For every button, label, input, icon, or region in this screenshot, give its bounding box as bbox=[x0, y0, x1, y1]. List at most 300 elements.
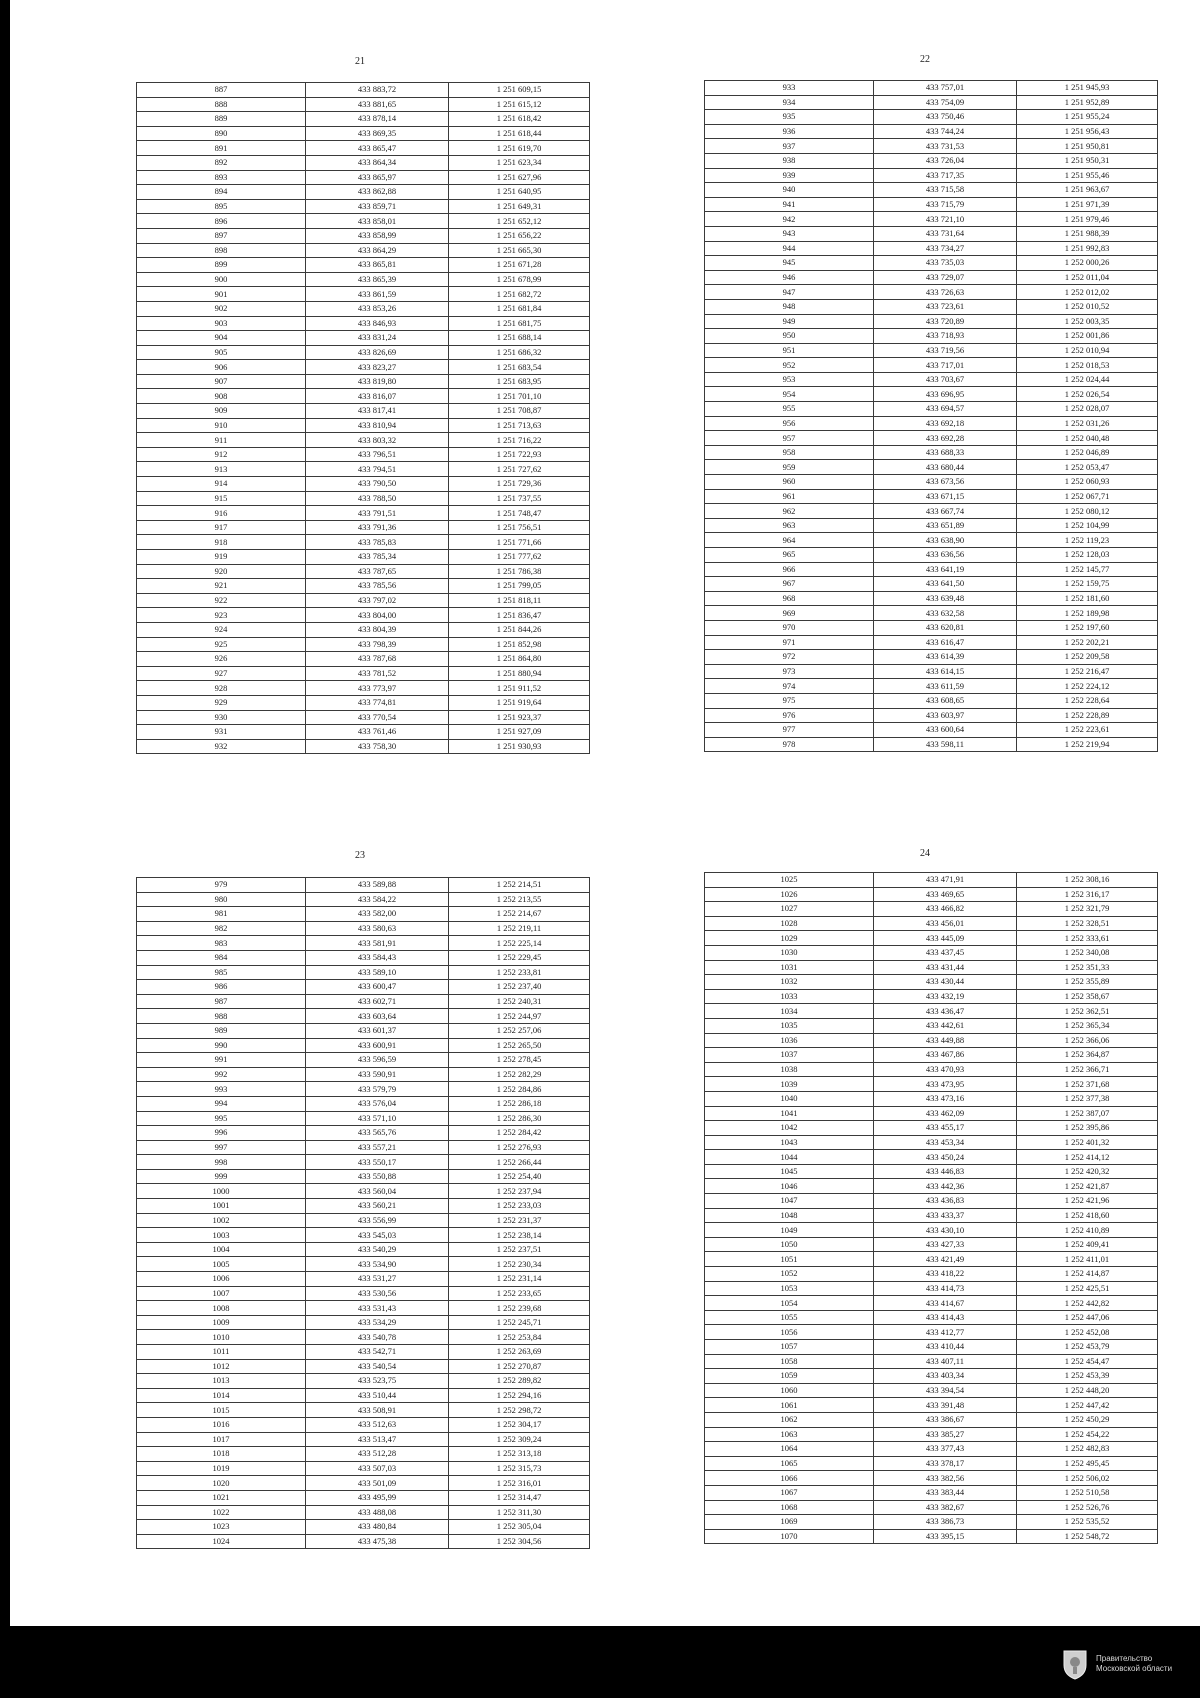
y-coordinate-cell: 1 252 510,58 bbox=[1017, 1485, 1158, 1500]
x-coordinate-cell: 433 796,51 bbox=[306, 447, 449, 462]
y-coordinate-cell: 1 251 652,12 bbox=[449, 214, 590, 229]
y-coordinate-cell: 1 251 609,15 bbox=[449, 83, 590, 98]
x-coordinate-cell: 433 791,51 bbox=[306, 506, 449, 521]
x-coordinate-cell: 433 580,63 bbox=[306, 921, 449, 936]
table-row bbox=[137, 1199, 590, 1214]
y-coordinate-cell: 1 251 923,37 bbox=[449, 710, 590, 725]
point-number-cell: 1048 bbox=[705, 1208, 874, 1223]
table-row bbox=[137, 345, 590, 360]
x-coordinate-cell: 433 471,91 bbox=[874, 873, 1017, 888]
table-row bbox=[137, 739, 590, 754]
y-coordinate-cell: 1 252 453,79 bbox=[1017, 1340, 1158, 1355]
x-coordinate-cell: 433 804,39 bbox=[306, 622, 449, 637]
y-coordinate-cell: 1 252 230,34 bbox=[449, 1257, 590, 1272]
table-row bbox=[705, 1412, 1158, 1427]
table-row bbox=[705, 402, 1158, 417]
table-row bbox=[705, 1135, 1158, 1150]
x-coordinate-cell: 433 865,39 bbox=[306, 272, 449, 287]
x-coordinate-cell: 433 534,29 bbox=[306, 1315, 449, 1330]
y-coordinate-cell: 1 252 228,64 bbox=[1017, 693, 1158, 708]
point-number-cell: 920 bbox=[137, 564, 306, 579]
y-coordinate-cell: 1 252 420,32 bbox=[1017, 1164, 1158, 1179]
x-coordinate-cell: 433 858,99 bbox=[306, 228, 449, 243]
table-row bbox=[705, 81, 1158, 96]
point-number-cell: 995 bbox=[137, 1111, 306, 1126]
point-number-cell: 1052 bbox=[705, 1267, 874, 1282]
point-number-cell: 975 bbox=[705, 693, 874, 708]
x-coordinate-cell: 433 853,26 bbox=[306, 301, 449, 316]
y-coordinate-cell: 1 251 988,39 bbox=[1017, 226, 1158, 241]
coordinates-table bbox=[704, 872, 1158, 1544]
x-coordinate-cell: 433 431,44 bbox=[874, 960, 1017, 975]
y-coordinate-cell: 1 251 656,22 bbox=[449, 228, 590, 243]
x-coordinate-cell: 433 436,83 bbox=[874, 1194, 1017, 1209]
table-row bbox=[705, 533, 1158, 548]
y-coordinate-cell: 1 252 233,81 bbox=[449, 965, 590, 980]
table-row bbox=[705, 212, 1158, 227]
x-coordinate-cell: 433 804,00 bbox=[306, 608, 449, 623]
x-coordinate-cell: 433 864,29 bbox=[306, 243, 449, 258]
table-row bbox=[705, 1427, 1158, 1442]
table-row bbox=[137, 1520, 590, 1535]
x-coordinate-cell: 433 377,43 bbox=[874, 1442, 1017, 1457]
y-coordinate-cell: 1 252 340,08 bbox=[1017, 945, 1158, 960]
table-row bbox=[705, 1471, 1158, 1486]
y-coordinate-cell: 1 252 233,65 bbox=[449, 1286, 590, 1301]
table-row bbox=[137, 506, 590, 521]
point-number-cell: 957 bbox=[705, 431, 874, 446]
x-coordinate-cell: 433 816,07 bbox=[306, 389, 449, 404]
y-coordinate-cell: 1 252 010,94 bbox=[1017, 343, 1158, 358]
x-coordinate-cell: 433 611,59 bbox=[874, 679, 1017, 694]
y-coordinate-cell: 1 252 315,73 bbox=[449, 1461, 590, 1476]
point-number-cell: 1024 bbox=[137, 1534, 306, 1549]
y-coordinate-cell: 1 252 548,72 bbox=[1017, 1529, 1158, 1544]
point-number-cell: 992 bbox=[137, 1067, 306, 1082]
x-coordinate-cell: 433 531,27 bbox=[306, 1272, 449, 1287]
x-coordinate-cell: 433 540,29 bbox=[306, 1242, 449, 1257]
y-coordinate-cell: 1 252 254,40 bbox=[449, 1169, 590, 1184]
y-coordinate-cell: 1 252 454,47 bbox=[1017, 1354, 1158, 1369]
table-row bbox=[705, 1456, 1158, 1471]
table-row bbox=[137, 491, 590, 506]
table-row bbox=[137, 126, 590, 141]
table-row bbox=[705, 256, 1158, 271]
x-coordinate-cell: 433 859,71 bbox=[306, 199, 449, 214]
table-row bbox=[137, 1388, 590, 1403]
y-coordinate-cell: 1 251 880,94 bbox=[449, 666, 590, 681]
point-number-cell: 1029 bbox=[705, 931, 874, 946]
x-coordinate-cell: 433 794,51 bbox=[306, 462, 449, 477]
point-number-cell: 922 bbox=[137, 593, 306, 608]
x-coordinate-cell: 433 394,54 bbox=[874, 1383, 1017, 1398]
table-row bbox=[705, 1281, 1158, 1296]
x-coordinate-cell: 433 556,99 bbox=[306, 1213, 449, 1228]
table-row bbox=[137, 1111, 590, 1126]
point-number-cell: 921 bbox=[137, 579, 306, 594]
x-coordinate-cell: 433 731,64 bbox=[874, 226, 1017, 241]
point-number-cell: 999 bbox=[137, 1169, 306, 1184]
y-coordinate-cell: 1 251 722,93 bbox=[449, 447, 590, 462]
point-number-cell: 936 bbox=[705, 124, 874, 139]
y-coordinate-cell: 1 252 104,99 bbox=[1017, 518, 1158, 533]
x-coordinate-cell: 433 865,97 bbox=[306, 170, 449, 185]
x-coordinate-cell: 433 475,38 bbox=[306, 1534, 449, 1549]
y-coordinate-cell: 1 252 001,86 bbox=[1017, 329, 1158, 344]
x-coordinate-cell: 433 436,47 bbox=[874, 1004, 1017, 1019]
point-number-cell: 942 bbox=[705, 212, 874, 227]
table-row bbox=[137, 1345, 590, 1360]
y-coordinate-cell: 1 252 526,76 bbox=[1017, 1500, 1158, 1515]
coordinates-table bbox=[136, 82, 590, 754]
y-coordinate-cell: 1 251 729,36 bbox=[449, 477, 590, 492]
x-coordinate-cell: 433 407,11 bbox=[874, 1354, 1017, 1369]
table-row bbox=[705, 124, 1158, 139]
point-number-cell: 895 bbox=[137, 199, 306, 214]
point-number-cell: 1019 bbox=[137, 1461, 306, 1476]
y-coordinate-cell: 1 252 450,29 bbox=[1017, 1412, 1158, 1427]
x-coordinate-cell: 433 453,34 bbox=[874, 1135, 1017, 1150]
point-number-cell: 1064 bbox=[705, 1442, 874, 1457]
y-coordinate-cell: 1 251 971,39 bbox=[1017, 197, 1158, 212]
table-row bbox=[705, 562, 1158, 577]
y-coordinate-cell: 1 252 213,55 bbox=[449, 892, 590, 907]
x-coordinate-cell: 433 667,74 bbox=[874, 504, 1017, 519]
table-row bbox=[705, 1048, 1158, 1063]
table-row bbox=[705, 708, 1158, 723]
x-coordinate-cell: 433 703,67 bbox=[874, 372, 1017, 387]
table-row bbox=[705, 902, 1158, 917]
y-coordinate-cell: 1 252 286,18 bbox=[449, 1096, 590, 1111]
y-coordinate-cell: 1 252 284,42 bbox=[449, 1126, 590, 1141]
point-number-cell: 1007 bbox=[137, 1286, 306, 1301]
y-coordinate-cell: 1 252 231,14 bbox=[449, 1272, 590, 1287]
y-coordinate-cell: 1 251 979,46 bbox=[1017, 212, 1158, 227]
point-number-cell: 911 bbox=[137, 433, 306, 448]
point-number-cell: 1001 bbox=[137, 1199, 306, 1214]
table-row bbox=[137, 433, 590, 448]
point-number-cell: 919 bbox=[137, 550, 306, 565]
table-row bbox=[137, 1053, 590, 1068]
point-number-cell: 1011 bbox=[137, 1345, 306, 1360]
y-coordinate-cell: 1 252 028,07 bbox=[1017, 402, 1158, 417]
point-number-cell: 1030 bbox=[705, 945, 874, 960]
table-row bbox=[705, 975, 1158, 990]
x-coordinate-cell: 433 761,46 bbox=[306, 725, 449, 740]
y-coordinate-cell: 1 251 701,10 bbox=[449, 389, 590, 404]
table-row bbox=[137, 1476, 590, 1491]
point-number-cell: 1009 bbox=[137, 1315, 306, 1330]
y-coordinate-cell: 1 252 046,89 bbox=[1017, 445, 1158, 460]
point-number-cell: 973 bbox=[705, 664, 874, 679]
point-number-cell: 1061 bbox=[705, 1398, 874, 1413]
y-coordinate-cell: 1 252 245,71 bbox=[449, 1315, 590, 1330]
y-coordinate-cell: 1 251 681,75 bbox=[449, 316, 590, 331]
table-row bbox=[705, 489, 1158, 504]
y-coordinate-cell: 1 252 308,16 bbox=[1017, 873, 1158, 888]
y-coordinate-cell: 1 251 727,62 bbox=[449, 462, 590, 477]
point-number-cell: 953 bbox=[705, 372, 874, 387]
point-number-cell: 916 bbox=[137, 506, 306, 521]
x-coordinate-cell: 433 523,75 bbox=[306, 1374, 449, 1389]
point-number-cell: 968 bbox=[705, 591, 874, 606]
x-coordinate-cell: 433 540,78 bbox=[306, 1330, 449, 1345]
x-coordinate-cell: 433 531,43 bbox=[306, 1301, 449, 1316]
point-number-cell: 954 bbox=[705, 387, 874, 402]
point-number-cell: 976 bbox=[705, 708, 874, 723]
x-coordinate-cell: 433 550,88 bbox=[306, 1169, 449, 1184]
point-number-cell: 1018 bbox=[137, 1447, 306, 1462]
point-number-cell: 947 bbox=[705, 285, 874, 300]
y-coordinate-cell: 1 251 627,96 bbox=[449, 170, 590, 185]
x-coordinate-cell: 433 495,99 bbox=[306, 1490, 449, 1505]
x-coordinate-cell: 433 810,94 bbox=[306, 418, 449, 433]
x-coordinate-cell: 433 717,01 bbox=[874, 358, 1017, 373]
table-row bbox=[705, 1529, 1158, 1544]
point-number-cell: 1034 bbox=[705, 1004, 874, 1019]
table-row bbox=[137, 199, 590, 214]
table-row bbox=[137, 1286, 590, 1301]
table-row bbox=[137, 1505, 590, 1520]
x-coordinate-cell: 433 540,54 bbox=[306, 1359, 449, 1374]
x-coordinate-cell: 433 565,76 bbox=[306, 1126, 449, 1141]
point-number-cell: 946 bbox=[705, 270, 874, 285]
point-number-cell: 1058 bbox=[705, 1354, 874, 1369]
point-number-cell: 899 bbox=[137, 258, 306, 273]
x-coordinate-cell: 433 881,65 bbox=[306, 97, 449, 112]
y-coordinate-cell: 1 251 818,11 bbox=[449, 593, 590, 608]
y-coordinate-cell: 1 251 665,30 bbox=[449, 243, 590, 258]
table-row bbox=[137, 936, 590, 951]
y-coordinate-cell: 1 252 263,69 bbox=[449, 1345, 590, 1360]
table-row bbox=[137, 389, 590, 404]
point-number-cell: 971 bbox=[705, 635, 874, 650]
y-coordinate-cell: 1 252 276,93 bbox=[449, 1140, 590, 1155]
table-row bbox=[705, 139, 1158, 154]
table-row bbox=[705, 153, 1158, 168]
coordinates-table bbox=[136, 877, 590, 1549]
point-number-cell: 1023 bbox=[137, 1520, 306, 1535]
table-row bbox=[705, 1077, 1158, 1092]
x-coordinate-cell: 433 719,56 bbox=[874, 343, 1017, 358]
x-coordinate-cell: 433 430,10 bbox=[874, 1223, 1017, 1238]
point-number-cell: 1044 bbox=[705, 1150, 874, 1165]
y-coordinate-cell: 1 252 253,84 bbox=[449, 1330, 590, 1345]
table-row bbox=[705, 1018, 1158, 1033]
y-coordinate-cell: 1 251 716,22 bbox=[449, 433, 590, 448]
table-row bbox=[705, 226, 1158, 241]
x-coordinate-cell: 433 512,28 bbox=[306, 1447, 449, 1462]
table-row bbox=[705, 1398, 1158, 1413]
table-row bbox=[137, 112, 590, 127]
y-coordinate-cell: 1 252 024,44 bbox=[1017, 372, 1158, 387]
point-number-cell: 988 bbox=[137, 1009, 306, 1024]
point-number-cell: 989 bbox=[137, 1023, 306, 1038]
table-row bbox=[705, 1354, 1158, 1369]
y-coordinate-cell: 1 252 219,94 bbox=[1017, 737, 1158, 752]
x-coordinate-cell: 433 883,72 bbox=[306, 83, 449, 98]
x-coordinate-cell: 433 601,37 bbox=[306, 1023, 449, 1038]
x-coordinate-cell: 433 781,52 bbox=[306, 666, 449, 681]
table-row bbox=[137, 564, 590, 579]
x-coordinate-cell: 433 455,17 bbox=[874, 1121, 1017, 1136]
point-number-cell: 1002 bbox=[137, 1213, 306, 1228]
y-coordinate-cell: 1 251 671,28 bbox=[449, 258, 590, 273]
point-number-cell: 944 bbox=[705, 241, 874, 256]
point-number-cell: 893 bbox=[137, 170, 306, 185]
point-number-cell: 965 bbox=[705, 548, 874, 563]
point-number-cell: 1046 bbox=[705, 1179, 874, 1194]
y-coordinate-cell: 1 252 231,37 bbox=[449, 1213, 590, 1228]
point-number-cell: 1014 bbox=[137, 1388, 306, 1403]
x-coordinate-cell: 433 596,59 bbox=[306, 1053, 449, 1068]
y-coordinate-cell: 1 252 442,82 bbox=[1017, 1296, 1158, 1311]
table-row bbox=[705, 343, 1158, 358]
table-row bbox=[137, 1359, 590, 1374]
x-coordinate-cell: 433 721,10 bbox=[874, 212, 1017, 227]
y-coordinate-cell: 1 252 448,20 bbox=[1017, 1383, 1158, 1398]
table-row bbox=[137, 477, 590, 492]
point-number-cell: 1005 bbox=[137, 1257, 306, 1272]
table-row bbox=[137, 97, 590, 112]
x-coordinate-cell: 433 614,39 bbox=[874, 650, 1017, 665]
point-number-cell: 1068 bbox=[705, 1500, 874, 1515]
point-number-cell: 985 bbox=[137, 965, 306, 980]
point-number-cell: 978 bbox=[705, 737, 874, 752]
x-coordinate-cell: 433 819,80 bbox=[306, 374, 449, 389]
table-row bbox=[705, 873, 1158, 888]
table-row bbox=[137, 892, 590, 907]
x-coordinate-cell: 433 410,44 bbox=[874, 1340, 1017, 1355]
table-row bbox=[137, 287, 590, 302]
table-row bbox=[137, 637, 590, 652]
x-coordinate-cell: 433 731,53 bbox=[874, 139, 1017, 154]
table-row bbox=[705, 110, 1158, 125]
x-coordinate-cell: 433 462,09 bbox=[874, 1106, 1017, 1121]
point-number-cell: 896 bbox=[137, 214, 306, 229]
point-number-cell: 1063 bbox=[705, 1427, 874, 1442]
table-row bbox=[705, 1485, 1158, 1500]
point-number-cell: 1042 bbox=[705, 1121, 874, 1136]
x-coordinate-cell: 433 641,50 bbox=[874, 577, 1017, 592]
table-row bbox=[705, 183, 1158, 198]
point-number-cell: 955 bbox=[705, 402, 874, 417]
x-coordinate-cell: 433 513,47 bbox=[306, 1432, 449, 1447]
point-number-cell: 952 bbox=[705, 358, 874, 373]
x-coordinate-cell: 433 579,79 bbox=[306, 1082, 449, 1097]
table-row bbox=[137, 907, 590, 922]
y-coordinate-cell: 1 252 216,47 bbox=[1017, 664, 1158, 679]
y-coordinate-cell: 1 251 681,84 bbox=[449, 301, 590, 316]
y-coordinate-cell: 1 252 364,87 bbox=[1017, 1048, 1158, 1063]
x-coordinate-cell: 433 466,82 bbox=[874, 902, 1017, 917]
x-coordinate-cell: 433 744,24 bbox=[874, 124, 1017, 139]
point-number-cell: 930 bbox=[137, 710, 306, 725]
point-number-cell: 892 bbox=[137, 155, 306, 170]
table-row bbox=[705, 241, 1158, 256]
x-coordinate-cell: 433 510,44 bbox=[306, 1388, 449, 1403]
y-coordinate-cell: 1 252 395,86 bbox=[1017, 1121, 1158, 1136]
page-number: 22 bbox=[920, 54, 930, 65]
table-row bbox=[705, 329, 1158, 344]
table-row bbox=[705, 460, 1158, 475]
point-number-cell: 1062 bbox=[705, 1412, 874, 1427]
x-coordinate-cell: 433 757,01 bbox=[874, 81, 1017, 96]
y-coordinate-cell: 1 252 362,51 bbox=[1017, 1004, 1158, 1019]
point-number-cell: 1070 bbox=[705, 1529, 874, 1544]
table-row bbox=[137, 608, 590, 623]
table-row bbox=[137, 155, 590, 170]
y-coordinate-cell: 1 252 421,87 bbox=[1017, 1179, 1158, 1194]
table-row bbox=[705, 518, 1158, 533]
x-coordinate-cell: 433 831,24 bbox=[306, 331, 449, 346]
table-row bbox=[705, 620, 1158, 635]
point-number-cell: 993 bbox=[137, 1082, 306, 1097]
y-coordinate-cell: 1 252 294,16 bbox=[449, 1388, 590, 1403]
x-coordinate-cell: 433 421,49 bbox=[874, 1252, 1017, 1267]
point-number-cell: 984 bbox=[137, 950, 306, 965]
x-coordinate-cell: 433 773,97 bbox=[306, 681, 449, 696]
table-row bbox=[705, 431, 1158, 446]
y-coordinate-cell: 1 251 737,55 bbox=[449, 491, 590, 506]
y-coordinate-cell: 1 251 799,05 bbox=[449, 579, 590, 594]
y-coordinate-cell: 1 252 225,14 bbox=[449, 936, 590, 951]
point-number-cell: 887 bbox=[137, 83, 306, 98]
table-row bbox=[705, 723, 1158, 738]
y-coordinate-cell: 1 252 409,41 bbox=[1017, 1237, 1158, 1252]
x-coordinate-cell: 433 382,67 bbox=[874, 1500, 1017, 1515]
point-number-cell: 949 bbox=[705, 314, 874, 329]
table-row bbox=[137, 214, 590, 229]
table-row bbox=[137, 1023, 590, 1038]
point-number-cell: 996 bbox=[137, 1126, 306, 1141]
point-number-cell: 915 bbox=[137, 491, 306, 506]
point-number-cell: 1036 bbox=[705, 1033, 874, 1048]
table-row bbox=[705, 945, 1158, 960]
table-row bbox=[137, 1315, 590, 1330]
y-coordinate-cell: 1 252 365,34 bbox=[1017, 1018, 1158, 1033]
y-coordinate-cell: 1 252 031,26 bbox=[1017, 416, 1158, 431]
y-coordinate-cell: 1 252 159,75 bbox=[1017, 577, 1158, 592]
x-coordinate-cell: 433 785,83 bbox=[306, 535, 449, 550]
table-row bbox=[705, 1223, 1158, 1238]
table-row bbox=[705, 270, 1158, 285]
table-row bbox=[705, 1062, 1158, 1077]
coordinates-table bbox=[704, 80, 1158, 752]
point-number-cell: 964 bbox=[705, 533, 874, 548]
y-coordinate-cell: 1 251 919,64 bbox=[449, 695, 590, 710]
point-number-cell: 925 bbox=[137, 637, 306, 652]
table-row bbox=[137, 258, 590, 273]
point-number-cell: 1016 bbox=[137, 1417, 306, 1432]
page-number: 24 bbox=[920, 848, 930, 859]
table-row bbox=[705, 1179, 1158, 1194]
table-row bbox=[137, 1082, 590, 1097]
y-coordinate-cell: 1 252 003,35 bbox=[1017, 314, 1158, 329]
table-row bbox=[705, 1194, 1158, 1209]
y-coordinate-cell: 1 252 223,61 bbox=[1017, 723, 1158, 738]
point-number-cell: 959 bbox=[705, 460, 874, 475]
y-coordinate-cell: 1 252 309,24 bbox=[449, 1432, 590, 1447]
x-coordinate-cell: 433 632,58 bbox=[874, 606, 1017, 621]
point-number-cell: 1038 bbox=[705, 1062, 874, 1077]
point-number-cell: 951 bbox=[705, 343, 874, 358]
point-number-cell: 997 bbox=[137, 1140, 306, 1155]
point-number-cell: 956 bbox=[705, 416, 874, 431]
y-coordinate-cell: 1 252 377,38 bbox=[1017, 1091, 1158, 1106]
y-coordinate-cell: 1 252 298,72 bbox=[449, 1403, 590, 1418]
point-number-cell: 1010 bbox=[137, 1330, 306, 1345]
